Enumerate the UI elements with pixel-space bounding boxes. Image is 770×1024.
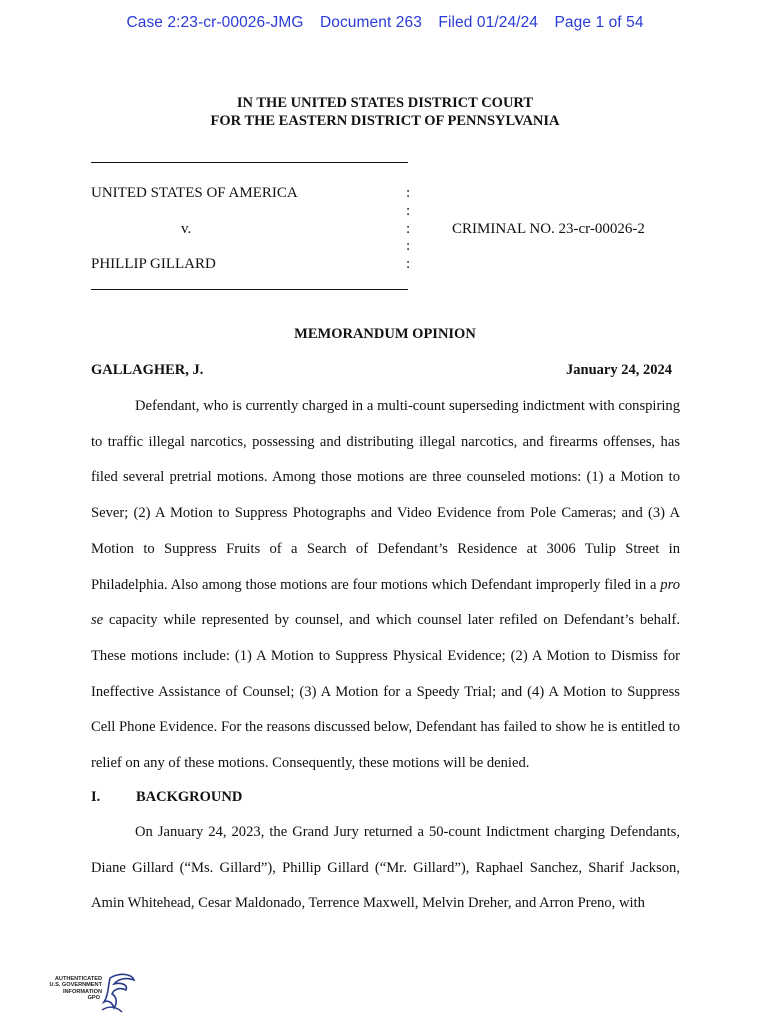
court-heading [0, 94, 770, 130]
caption-colon: : [406, 203, 411, 219]
judge-name: GALLAGHER, J. [91, 362, 204, 378]
seal-line: U.S. GOVERNMENT [49, 982, 102, 989]
caption-top-rule [91, 162, 408, 163]
italic-term: pro se [91, 576, 680, 629]
court-line-2: FOR THE EASTERN DISTRICT OF PENNSYLVANIA [210, 113, 560, 129]
caption-colon: : [406, 238, 411, 254]
case-number: Case 2:23-cr-00026-JMG [126, 14, 304, 31]
court-line-1: IN THE UNITED STATES DISTRICT COURT [236, 95, 534, 111]
caption-bottom-rule [91, 289, 408, 290]
section-title: BACKGROUND [136, 789, 243, 805]
seal-text [42, 976, 102, 1002]
seal-line: GPO [87, 995, 100, 1002]
paragraph-text: Defendant, who is currently charged in a multi-count superseding indictment with conspiring to traffic illegal narcotics, possessing and distributing illegal narcotics, and firearms offenses, has filed several pretrial motions. Among those motions are three counseled motions: (1) a Motion to Sever; (2) A Motion to Suppress Photographs and Video Evidence from Pole Cameras; and (3) A Motion to Suppress Fruits of a Search of Defendant’s Residence at 3006 Tulip Street in Philadelphia. Also among those motions are four motions which Defendant improperly filed in a [91, 398, 680, 593]
caption-versus: v. [181, 221, 192, 237]
section-number: I. [91, 789, 101, 805]
seal-line: INFORMATION [62, 988, 102, 995]
gpo-authentication-seal [42, 972, 132, 1016]
caption-plaintiff: UNITED STATES OF AMERICA [91, 185, 298, 201]
section-heading [91, 789, 242, 806]
filing-stamp [0, 14, 770, 32]
caption-colon: : [406, 221, 411, 237]
caption-colon: : [406, 256, 411, 272]
document-number: Document 263 [319, 14, 422, 31]
caption-defendant: PHILLIP GILLARD [91, 256, 216, 272]
seal-line: AUTHENTICATED [54, 976, 102, 982]
caption-colon: : [406, 185, 411, 201]
background-paragraph: On January 24, 2023, the Grand Jury returned a 50-count Indictment charging Defendants, Diane Gillard (“Ms. Gillard”), Phillip Gillard (“Mr. Gillard”), Raphael Sanchez, Sharif Jackson, Amin Whitehead, Cesar Maldonado, Terrence Maxwell, Melvin Dreher, and Arron Preno, with [91, 824, 680, 912]
opening-paragraph [91, 389, 680, 782]
opinion-title: MEMORANDUM OPINION [294, 326, 476, 342]
eagle-icon [96, 972, 136, 1016]
paragraph-text: capacity while represented by counsel, and which counsel later refiled on Defendant’s behalf. These motions include: (1) A Motion to Suppress Physical Evidence; (2) A Motion to Dismiss for Ineffective Assistance of Counsel; (3) A Motion for a Speedy Trial; and (4) A Motion to Suppress Cell Phone Evidence. For the reasons discussed below, Defendant has failed to show he is entitled to relief on any of these motions. Consequently, these motions will be denied. [91, 612, 680, 772]
filed-date: Filed 01/24/24 [438, 14, 539, 31]
criminal-number: CRIMINAL NO. 23-cr-00026-2 [452, 221, 645, 237]
page-indicator: Page 1 of 54 [554, 14, 644, 31]
opinion-date: January 24, 2024 [566, 362, 672, 378]
